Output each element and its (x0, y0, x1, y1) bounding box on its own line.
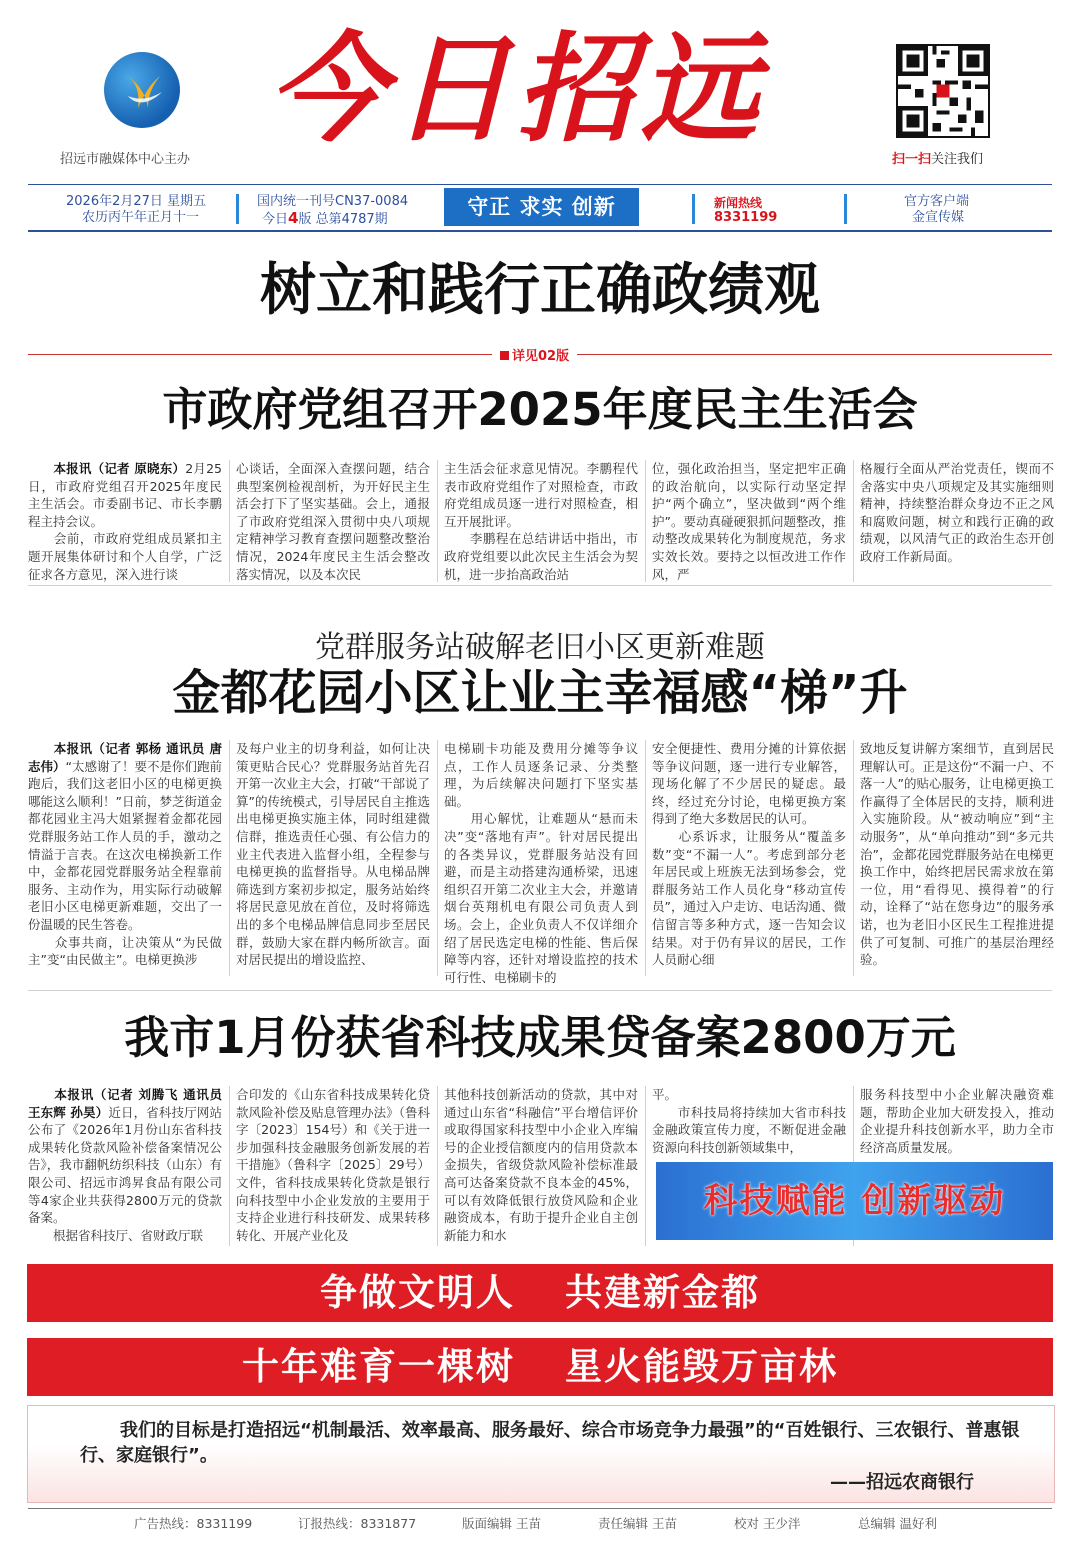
slogan-2b: 星火能毁万亩林 (565, 1345, 838, 1388)
section-rule (28, 990, 1052, 991)
info-bar-bottom-rule (28, 230, 1052, 232)
footer-rule (28, 1508, 1052, 1509)
hotline-label: 新闻热线 (714, 196, 763, 210)
article2-subtitle: 党群服务站破解老旧小区更新难题 (315, 630, 765, 665)
article2-column-2: 及每户业主的切身利益，如何让决策更贴合民心？党群服务站首先召开第一次业主大会，打破“干部说了算”的传统模式，引导居民自主推选出电梯更换实施主体，同时组建微信群，推选责任心强、有公信力的业主代表进入监督小组，全程参与电梯更换的监督指导。从电梯品牌筛选到方案初步拟定，服务站始终将居民意见放在首位，及时将筛选出的多个电梯品牌信息同步至居民群，鼓励大家在群内畅所欲言。面对居民提出的增设监控、 (236, 741, 430, 968)
edition-pre: 今日 (262, 212, 289, 227)
column-divider (645, 740, 646, 976)
column-divider (437, 460, 438, 582)
qr-caption-red: 扫一扫 (892, 152, 932, 167)
article3-title: 我市1月份获省科技成果贷备案2800万元 (124, 1011, 956, 1064)
article2-column-1: 本报讯（记者 郭杨 通讯员 唐志伟）“太感谢了！要不是你们跑前跑后，我们这老旧小区的电梯更换哪能这么顺利！”日前，梦芝街道金都花园业主冯大姐紧握着金都花园党群服务站工作人员的手，激动之情溢于言表。在这次电梯换新工作中，金都花园党群服务站全程靠前服务、主动作为，用实际行动破解老旧小区电梯更新难题，交出了一份温暖的民生答卷。 众事共商，让决策从“为民做主”变“由民做主”。电梯更换涉 (28, 741, 222, 968)
article1-column-2: 心谈话，全面深入查摆问题，结合典型案例检视剖析，为开好民主生活会打下了坚实基础。会上，通报了市政府党组深入贯彻中央八项规定精神学习教育查摆问题整改整治情况，2024年度民主生活会整改落实情况，以及本次民 (236, 461, 430, 582)
article3-column-1: 本报讯（记者 刘腾飞 通讯员 王东辉 孙昊）近日，省科技厅网站公布了《2026年1月份山东省科技成果转化贷款风险补偿备案情况公告》，我市翻帆纺织科技（山东）有限公司、招远市鸿昇食品有限公司等4家企业共获得2800万元的贷款备案。 根据省科技厅、省财政厅联 (28, 1087, 222, 1243)
column-divider (853, 740, 854, 976)
qr-caption (892, 148, 983, 167)
article2-column-5: 致地反复讲解方案细节，直到居民理解认可。正是这份“不漏一户、不落一人”的贴心服务，让电梯更换工作赢得了全体居民的支持，顺利进入实施阶段。从“被动响应”到“主动服务”，从“单向推动”到“多元共治”，金都花园党群服务站在电梯更换工作中，始终把居民需求放在第一位，用“看得见、摸得着”的行动，诠释了“站在您身边”的服务承诺，也为老旧小区民生工程推进提供了可复制、可推广的基层治理经验。 (860, 741, 1054, 968)
qr-code-icon (896, 44, 990, 138)
slogan-2a: 十年难育一棵树 (242, 1345, 515, 1388)
article3-column-2: 合印发的《山东省科技成果转化贷款风险补偿及贴息管理办法》（鲁科字〔2023〕154号）和《关于进一步加强科技金融服务创新发展的若干措施》（鲁科字〔2025〕29号）文件，省科技成果转化贷款是银行向科技型中小企业发放的主要用于支持企业进行科技研发、成果转移转化、开展产业化及 (236, 1087, 430, 1243)
info-divider (692, 194, 695, 224)
article1-column-1: 本报讯（记者 原晓东）2月25日，市政府党组召开2025年度民主生活会。市委副书记、市长李鹏程主持会议。 会前，市政府党组成员紧扣主题开展集体研讨和个人自学，广泛征求各方意见，深入进行谈 (28, 461, 222, 582)
bank-ad-text: 我们的目标是打造招远“机制最活、效率最高、服务最好、综合市场竞争力最强”的“百姓银行、三农银行、普惠银行、家庭银行”。 (80, 1420, 1020, 1466)
motto-badge: 守正 求实 创新 (444, 188, 639, 226)
article3-column-3: 其他科技创新活动的贷款，其中对通过山东省“科融信”平台增信评价或取得国家科技型中小企业入库编号的企业授信额度内的信用贷款本金损失，省级贷款风险补偿标准最高可达备案贷款不良本金的45%，可以有效降低银行放贷风险和企业融资成本，有助于提升企业自主创新能力和水 (444, 1087, 638, 1243)
article1-column-3: 主生活会征求意见情况。李鹏程代表市政府党组作了对照检查，市政府党组成员逐一进行对照检查，相互开展批评。 李鹏程在总结讲话中指出，市政府党组要以此次民主生活会为契机，进一步抬高政治站 (444, 461, 638, 582)
byline: 本报讯（记者 刘腾飞 通讯员 王东辉 孙昊） (28, 1087, 222, 1120)
slogan-band-2 (27, 1338, 1053, 1396)
article3-column-4: 平。 市科技局将持续加大省市科技金融政策宣传力度，不断促进金融资源向科技创新领域集中， (652, 1087, 846, 1155)
article2-title: 金都花园小区让业主幸福感“梯”升 (172, 665, 908, 721)
slogan-1a: 争做文明人 (320, 1271, 515, 1314)
column-divider (437, 740, 438, 976)
footer-subscription-hotline: 订报热线：8331877 (298, 1516, 417, 1531)
article1-column-4: 位，强化政治担当，坚定把牢正确的政治航向，以实际行动坚定捍护“两个确立”，坚决做到“两个维护”。要动真碰硬狠抓问题整改，推动整改成果转化为制度规范，务求实效长效。要持之以恒改进工作作风，严 (652, 461, 846, 582)
column-divider (645, 1086, 646, 1246)
column-divider (853, 460, 854, 582)
hotline-number: 8331199 (714, 210, 778, 225)
logo-swoosh-icon (118, 66, 166, 114)
slogan-1b: 共建新金都 (565, 1271, 760, 1314)
client-name: 金宣传媒 (912, 210, 965, 225)
see-page-link[interactable]: 详见02版 (492, 345, 577, 364)
article1-column-5: 格履行全面从严治党责任，锲而不舍落实中央八项规定及其实施细则精神，持续整治群众身边不正之风和腐败问题，树立和践行正确的政绩观，以风清气正的政治生态开创政府工作新局面。 (860, 461, 1054, 564)
article3-column-5: 服务科技型中小企业解决融资难题，帮助企业加大研发投入，推动企业提升科技创新水平，助力全市经济高质量发展。 (860, 1087, 1054, 1155)
column-divider (437, 1086, 438, 1246)
info-divider (236, 194, 239, 224)
slogan-band-1 (27, 1264, 1053, 1322)
footer-chief-editor: 总编辑 温好利 (858, 1516, 937, 1531)
edition-num: 4 (288, 209, 299, 227)
info-divider (844, 194, 847, 224)
footer-duty-editor: 责任编辑 王苗 (598, 1516, 677, 1531)
column-divider (229, 740, 230, 976)
masthead-title: 今日招远 (268, 19, 765, 158)
footer-proofreader: 校对 王少泮 (734, 1516, 801, 1531)
issue-date: 2026年2月27日 星期五 (66, 194, 207, 209)
column-divider (229, 460, 230, 582)
section-rule (28, 585, 1052, 586)
bank-ad-signature: ——招远农商银行 (830, 1472, 974, 1493)
organizer-text: 招远市融媒体中心主办 (60, 152, 191, 167)
client-label: 官方客户端 (904, 194, 970, 209)
article2-column-3: 电梯刷卡功能及费用分摊等争议点，工作人员逐条记录、分类整理，为后续解决问题打下坚实基础。 用心解忧，让难题从“悬而未决”变“落地有声”。针对居民提出的各类异议，党群服务站没有回避，而是主动搭建沟通桥梁，迅速组织召开第二次业主大会，并邀请烟台英翔机电有限公司负责人到场。会上，企业负责人不仅详细介绍了居民选定电梯的性能、售后保障等内容，还针对增设监控的技术可行性、电梯刷卡的 (444, 741, 638, 985)
byline: 本报讯（记者 郭杨 通讯员 唐志伟） (28, 741, 222, 774)
promo-banner: 科技赋能 创新驱动 (656, 1162, 1053, 1240)
article2-column-4: 安全便捷性、费用分摊的计算依据等争议问题，逐一进行专业解答，现场化解了不少居民的疑虑。最终，经过充分讨论，电梯更换方案得到了绝大多数居民的认可。 心系诉求，让服务从“覆盖多数”变“不漏一人”。考虑到部分老年居民或上班族无法到场参会，党群服务站工作人员化身“移动宣传员”，通过入户走访、电话沟通、微信留言等多种方式，逐一告知会议结果。对于仍有异议的居民，工作人员耐心细 (652, 741, 846, 968)
paper-logo (104, 52, 180, 128)
footer-layout-editor: 版面编辑 王苗 (462, 1516, 541, 1531)
info-bar-top-rule (28, 184, 1052, 185)
issn-text: 国内统一刊号CN37-0084 (257, 194, 409, 209)
footer-ad-hotline: 广告热线：8331199 (134, 1516, 253, 1531)
edition-post: 版 总第4787期 (298, 212, 388, 227)
column-divider (645, 460, 646, 582)
lunar-date: 农历丙午年正月十一 (82, 210, 200, 225)
column-divider (229, 1086, 230, 1246)
lead-headline: 树立和践行正确政绩观 (260, 258, 820, 323)
article1-title: 市政府党组召开2025年度民主生活会 (162, 383, 918, 436)
qr-caption-text: 关注我们 (931, 152, 984, 167)
byline: 本报讯（记者 原晓东） (28, 461, 186, 476)
edition-info (262, 210, 388, 228)
